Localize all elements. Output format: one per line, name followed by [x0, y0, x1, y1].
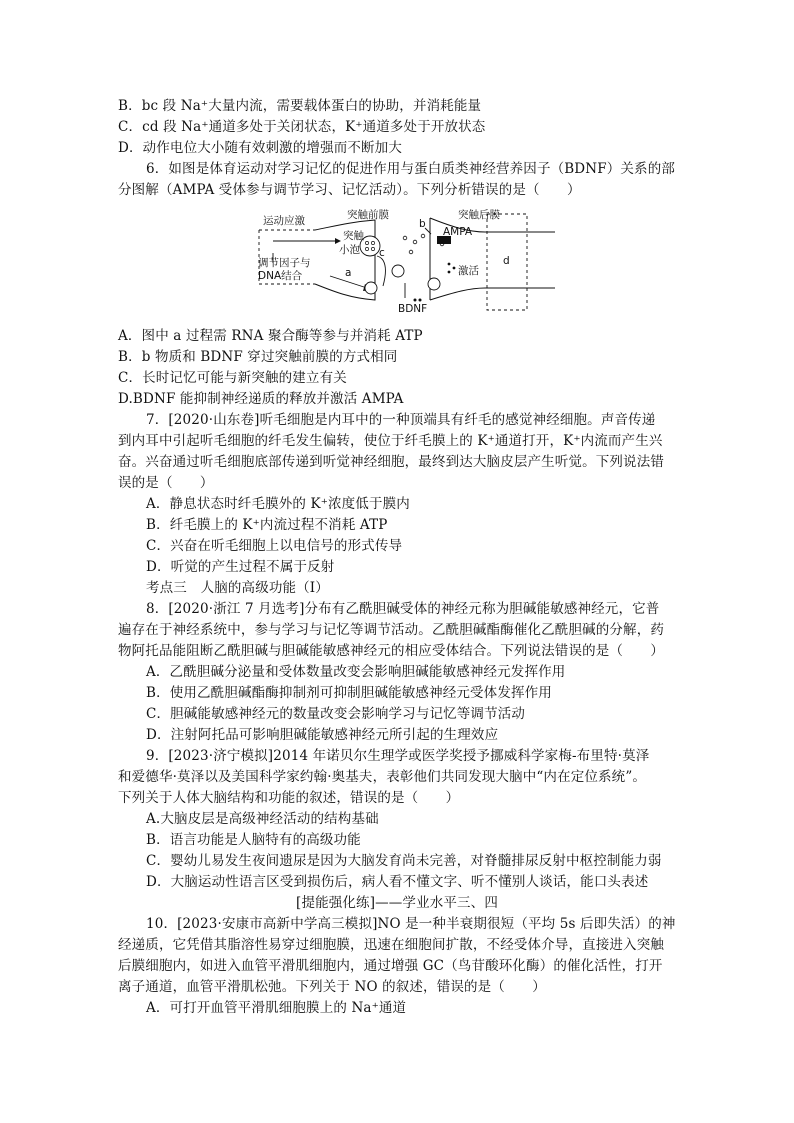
q10-stem-line4: 离子通道，血管平滑肌松弛。下列关于 NO 的叙述，错误的是（ ）	[118, 979, 546, 995]
bdnf-vesicle-3	[428, 278, 440, 290]
label-post-membrane: 突触后膜	[458, 209, 500, 221]
q7-option-b: B．纤毛膜上的 K⁺内流过程不消耗 ATP	[146, 517, 388, 533]
label-vesicle-2: 小泡	[339, 244, 360, 256]
q9-option-c: C．婴幼儿易发生夜间遗尿是因为大脑发育尚未完善，对脊髓排尿反射中枢控制能力弱	[146, 853, 662, 869]
q5-option-c: C．cd 段 Na⁺通道多处于关闭状态，K⁺通道多处于开放状态	[118, 119, 486, 135]
q5-option-b: B．bc 段 Na⁺大量内流，需要载体蛋白的协助，并消耗能量	[118, 98, 482, 114]
q6-stem-line1: 6．如图是体育运动对学习记忆的促进作用与蛋白质类神经营养因子（BDNF）关系的部	[146, 161, 676, 177]
q9-option-d: D．大脑运动性语言区受到损伤后，病人看不懂文字、听不懂别人谈话，能口头表述	[146, 874, 649, 890]
q9-option-b: B．语言功能是人脑特有的高级功能	[146, 832, 361, 848]
label-vesicle-1: 突触	[343, 230, 364, 242]
q6-option-d: D.BDNF 能抑制神经递质的释放并激活 AMPA	[118, 391, 404, 407]
q8-stem-line3: 物阿托品能阻断乙酰胆碱与胆碱能敏感神经元的相应受体结合。下列说法错误的是（ ）	[118, 643, 664, 659]
q10-option-a: A．可打开血管平滑肌细胞膜上的 Na⁺通道	[146, 1000, 407, 1016]
label-factor-1: 调节因子与	[258, 257, 311, 269]
q9-option-a: A.大脑皮层是高级神经活动的结构基础	[146, 811, 379, 827]
q7-option-a: A．静息状态时纤毛膜外的 K⁺浓度低于膜内	[146, 496, 410, 512]
q6-option-c: C．长时记忆可能与新突触的建立有关	[118, 370, 347, 386]
label-bdnf: BDNF	[398, 303, 428, 315]
label-activate: 激活	[458, 265, 479, 277]
q10-stem-line1: 10．[2023·安康市高新中学高三模拟]NO 是一种半衰期很短（平均 5s 后即失活）的神	[146, 916, 676, 932]
q8-option-b: B．使用乙酰胆碱酯酶抑制剂可抑制胆碱能敏感神经元受体发挥作用	[146, 685, 552, 701]
q8-stem-line2: 遍存在于神经系统中，参与学习与记忆等调节活动。乙酰胆碱酯酶催化乙酰胆碱的分解，药	[118, 622, 664, 638]
label-c: c	[379, 247, 385, 259]
q9-stem-line1: 9．[2023·济宁模拟]2014 年诺贝尔生理学或医学奖授予挪威科学家梅-布里特·莫泽	[146, 748, 650, 764]
postsynaptic-axon	[485, 232, 555, 288]
q8-stem-line1: 8．[2020·浙江 7 月选考]分布有乙酰胆碱受体的神经元称为胆碱能敏感神经元，它普	[146, 601, 660, 617]
label-d: d	[503, 255, 510, 267]
q7-option-d: D．听觉的产生过程不属于反射	[146, 559, 335, 575]
q7-stem-line1: 7．[2020·山东卷]听毛细胞是内耳中的一种顶端具有纤毛的感觉神经细胞。声音传递	[146, 412, 656, 428]
q8-option-d: D．注射阿托品可影响胆碱能敏感神经元所引起的生理效应	[146, 727, 499, 743]
label-exercise: 运动应激	[263, 215, 305, 227]
q7-option-c: C．兴奋在听毛细胞上以电信号的形式传导	[146, 538, 403, 554]
q8-option-a: A．乙酰胆碱分泌量和受体数量改变会影响胆碱能敏感神经元发挥作用	[146, 664, 566, 680]
arrow-c	[377, 256, 385, 286]
q8-option-c: C．胆碱能敏感神经元的数量改变会影响学习与记忆等调节活动	[146, 706, 526, 722]
q6-stem-line2: 分图解（AMPA 受体参与调节学习、记忆活动）。下列分析错误的是（ ）	[118, 182, 581, 198]
section3-title: 考点三 人脑的高级功能（Ⅰ）	[146, 580, 329, 596]
label-pre-membrane: 突触前膜	[347, 209, 389, 221]
synapse-bdnf-diagram	[255, 208, 555, 318]
q9-stem-line2: 和爱德华·莫泽以及美国科学家约翰·奥基夫，表彰他们共同发现大脑中“内在定位系统”。	[118, 769, 647, 785]
q7-stem-line4: 误的是（ ）	[118, 475, 214, 491]
label-factor-2: DNA结合	[258, 270, 303, 282]
q7-stem-line2: 到内耳中引起听毛细胞的纤毛发生偏转，使位于纤毛膜上的 K⁺通道打开，K⁺内流而产生兴	[118, 433, 663, 449]
label-ampa: AMPA	[443, 226, 473, 238]
q10-stem-line2: 经递质，它凭借其脂溶性易穿过细胞膜，迅速在细胞间扩散，不经受体介导，直接进入突触	[118, 937, 664, 953]
q5-option-d: D．动作电位大小随有效刺激的增强而不断加大	[118, 140, 402, 156]
q10-stem-line3: 后膜细胞内，如进入血管平滑肌细胞内，通过增强 GC（鸟苷酸环化酶）的催化活性，打开	[118, 958, 663, 974]
q9-stem-line3: 下列关于人体大脑结构和功能的叙述，错误的是（ ）	[118, 790, 460, 806]
bdnf-vesicle-2	[365, 282, 377, 294]
q6-option-b: B．b 物质和 BDNF 穿过突触前膜的方式相同	[118, 349, 398, 365]
practice-title: [提能强化练]——学业水平三、四	[296, 895, 498, 911]
bdnf-vesicle-1	[392, 265, 404, 277]
q7-stem-line3: 奋。兴奋通过听毛细胞底部传递到听觉神经细胞，最终到达大脑皮层产生听觉。下列说法错	[118, 454, 664, 470]
q6-option-a: A．图中 a 过程需 RNA 聚合酶等参与并消耗 ATP	[118, 328, 423, 344]
label-b: b	[419, 218, 426, 230]
label-a: a	[345, 267, 352, 279]
